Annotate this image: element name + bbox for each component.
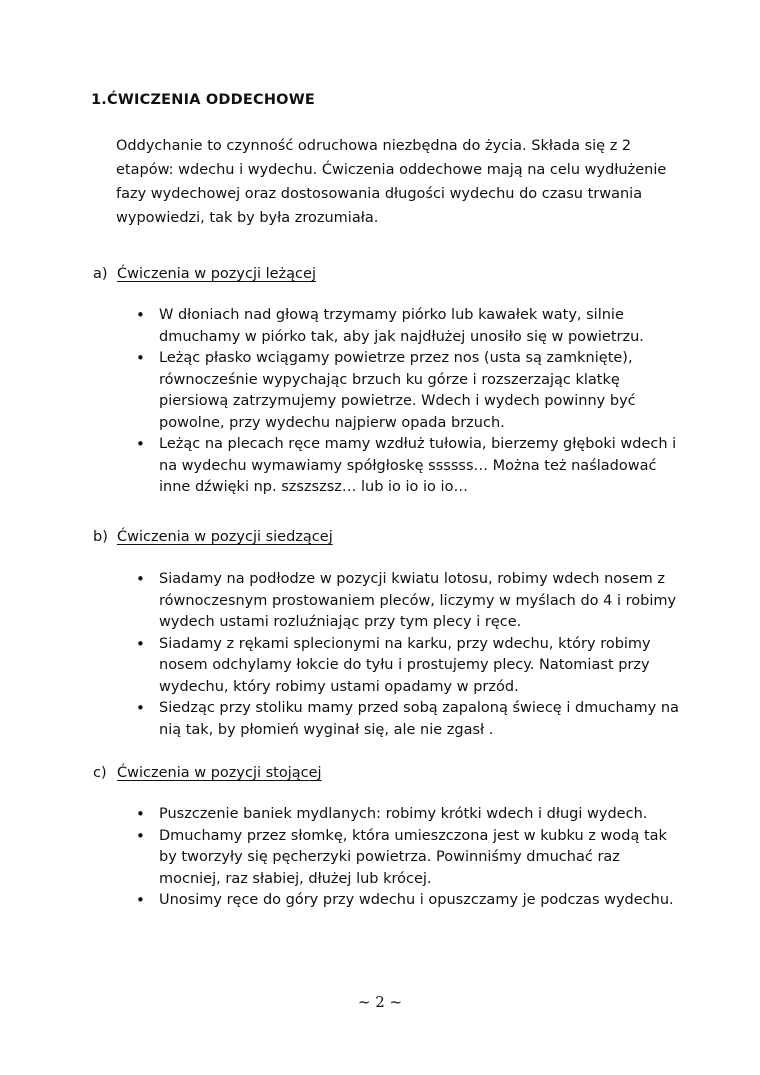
page-title: 1.ĆWICZENIA ODDECHOWE [91, 92, 315, 108]
section-title: Ćwiczenia w pozycji stojącej [117, 765, 322, 781]
list-item: • Leżąc na plecach ręce mamy wzdłuż tułowia, bierzemy głęboki wdech i na wydechu wymawiamy spółgłoskę ssssss… Można też naśladować inne dźwięki np. szszszsz… lub io io io io… [136, 434, 686, 499]
section-title: Ćwiczenia w pozycji siedzącej [117, 529, 333, 545]
list-item: • Unosimy ręce do góry przy wdechu i opuszczamy je podczas wydechu. [136, 890, 686, 912]
list-item: • Siedząc przy stoliku mamy przed sobą zapaloną świecę i dmuchamy na nią tak, by płomień wyginał się, ale nie zgasł . [136, 698, 686, 741]
section-heading-b [93, 529, 333, 545]
section-letter: b) [93, 529, 108, 545]
section-letter: c) [93, 765, 107, 781]
list-item: • Dmuchamy przez słomkę, która umieszczona jest w kubku z wodą tak by tworzyły się pęcherzyki powietrza. Powinniśmy dmuchać raz mocniej, raz słabiej, dłużej lub krócej. [136, 826, 686, 891]
list-item: • Siadamy z rękami splecionymi na karku, przy wdechu, który robimy nosem odchylamy łokcie do tyłu i prostujemy plecy. Natomiast przy wydechu, który robimy ustami opadamy w przód. [136, 634, 686, 699]
section-heading-a [93, 266, 316, 282]
list-item: • Puszczenie baniek mydlanych: robimy krótki wdech i długi wydech. [136, 804, 686, 826]
exercise-list-b [136, 569, 686, 741]
exercise-list-a [136, 305, 686, 499]
section-title: Ćwiczenia w pozycji leżącej [117, 266, 316, 282]
intro-paragraph: Oddychanie to czynność odruchowa niezbędna do życia. Składa się z 2 etapów: wdechu i wydechu. Ćwiczenia oddechowe mają na celu wydłużenie fazy wydechowej oraz dostosowania długości wydechu do czasu trwania wypowiedzi, tak by była zrozumiała. [116, 138, 667, 226]
page-number: ~ 2 ~ [357, 993, 403, 1011]
section-heading-c [93, 765, 322, 781]
list-item: • Siadamy na podłodze w pozycji kwiatu lotosu, robimy wdech nosem z równoczesnym prostowaniem pleców, liczymy w myślach do 4 i robimy wydech ustami rozluźniając przy tym plecy i ręce. [136, 569, 686, 634]
exercise-list-c [136, 804, 686, 912]
list-item: • Leżąc płasko wciągamy powietrze przez nos (usta są zamknięte), równocześnie wypychając brzuch ku górze i rozszerzając klatkę piersiową zatrzymujemy powietrze. Wdech i wydech powinny być powolne, przy wydechu najpierw opada brzuch. [136, 348, 686, 434]
list-item: • W dłoniach nad głową trzymamy piórko lub kawałek waty, silnie dmuchamy w piórko tak, aby jak najdłużej unosiło się w powietrzu. [136, 305, 686, 348]
section-letter: a) [93, 266, 108, 282]
